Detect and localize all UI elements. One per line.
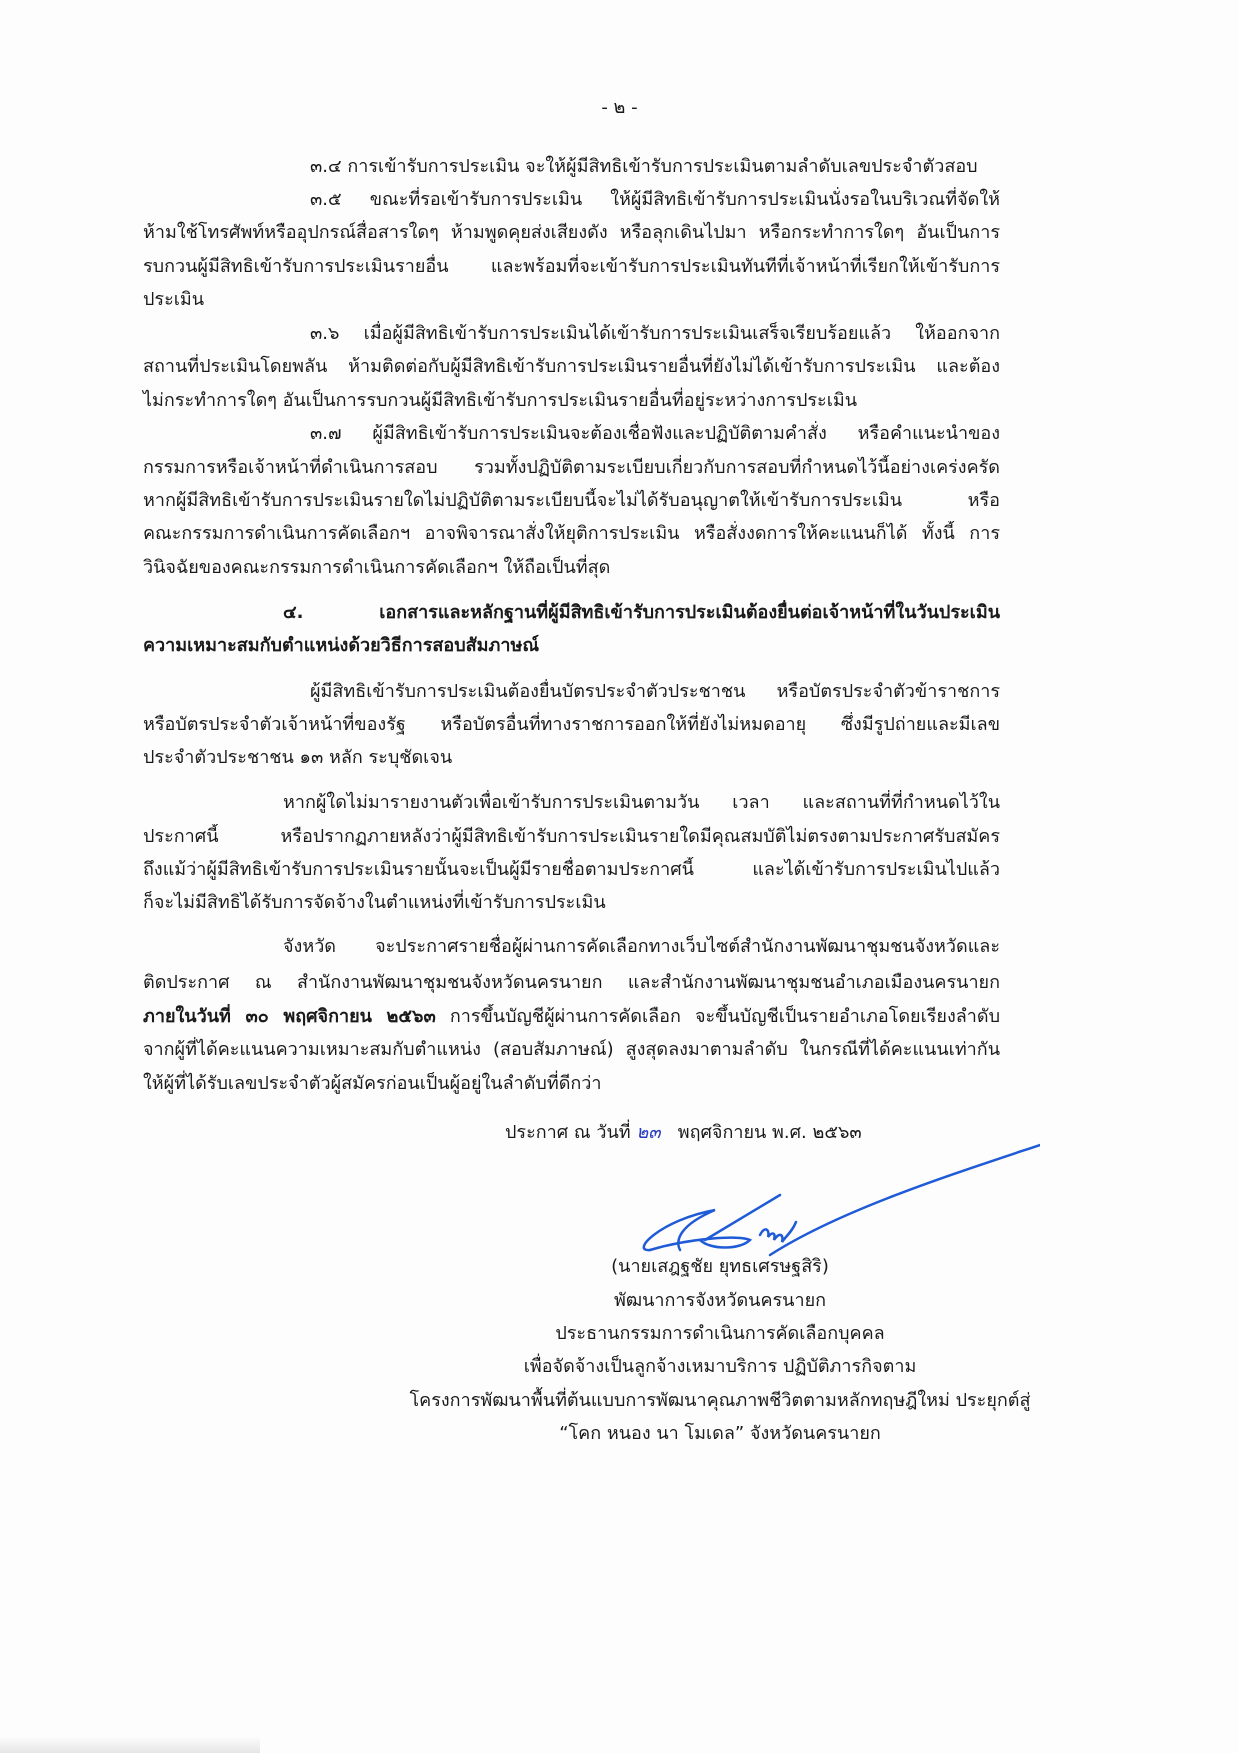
- item-3-7-line: หากผู้มีสิทธิเข้ารับการประเมินรายใดไม่ปฏิบัติตามระเบียบนี้จะไม่ได้รับอนุญาตให้เข้ารับการประเมิน หรือ: [143, 490, 1000, 511]
- item-3-5-line: ห้ามใช้โทรศัพท์หรืออุปกรณ์สื่อสารใดๆ ห้ามพูดคุยส่งเสียงดัง หรือลุกเดินไปมา หรือกระทำการใดๆ อันเป็นการ: [143, 222, 1000, 243]
- date-month-year: พฤศจิกายน พ.ศ. ๒๕๖๓: [677, 1122, 862, 1143]
- item-3-4-line: ๓.๔ การเข้ารับการประเมิน จะให้ผู้มีสิทธิเข้ารับการประเมินตามลำดับเลขประจำตัวสอบ: [310, 156, 978, 177]
- item-3-5-line: รบกวนผู้มีสิทธิเข้ารับการประเมินรายอื่น และพร้อมที่จะเข้ารับการประเมินทันทีที่เจ้าหน้าที่เรียกให้เข้ารับการ: [143, 256, 1000, 277]
- deadline-bold-text: ภายในวันที่ ๓๐ พฤศจิกายน ๒๕๖๓: [143, 1006, 436, 1027]
- absence-paragraph-line: หากผู้ใดไม่มารายงานตัวเพื่อเข้ารับการประเมินตามวัน เวลา และสถานที่ที่กำหนดไว้ใน: [283, 792, 1000, 813]
- signatory-title-line: “โคก หนอง นา โมเดล” จังหวัดนครนายก: [559, 1423, 881, 1444]
- documents-paragraph-line: ผู้มีสิทธิเข้ารับการประเมินต้องยื่นบัตรประจำตัวประชาชน หรือบัตรประจำตัวข้าราชการ: [310, 681, 1000, 702]
- announcement-paragraph-line: ให้ผู้ที่ได้รับเลขประจำตัวผู้สมัครก่อนเป็นผู้อยู่ในลำดับที่ดีกว่า: [143, 1073, 602, 1094]
- documents-paragraph-line: ประจำตัวประชาชน ๑๓ หลัก ระบุชัดเจน: [143, 747, 453, 768]
- absence-paragraph-line: ประกาศนี้ หรือปรากฏภายหลังว่าผู้มีสิทธิเข้ารับการประเมินรายใดมีคุณสมบัติไม่ตรงตามประกาศรับสมัคร: [143, 826, 1000, 847]
- absence-paragraph-line: ถึงแม้ว่าผู้มีสิทธิเข้ารับการประเมินรายนั้นจะเป็นผู้มีรายชื่อตามประกาศนี้ และได้เข้ารับการประเมินไปแล้ว: [143, 859, 1000, 880]
- item-3-5-line: ประเมิน: [143, 289, 205, 310]
- absence-paragraph-line: ก็จะไม่มีสิทธิได้รับการจัดจ้างในตำแหน่งที่เข้ารับการประเมิน: [143, 892, 606, 913]
- item-3-7-line: คณะกรรมการดำเนินการคัดเลือกฯ อาจพิจารณาสั่งให้ยุติการประเมิน หรือสั่งงดการให้คะแนนก็ได้ ทั้งนี้ การ: [143, 523, 1000, 544]
- scan-edge-shadow: [0, 1735, 260, 1753]
- announcement-paragraph-line: ภายในวันที่ ๓๐ พฤศจิกายน ๒๕๖๓ การขึ้นบัญชีผู้ผ่านการคัดเลือก จะขึ้นบัญชีเป็นรายอำเภอโดยเรียงลำดับ: [143, 1006, 1000, 1027]
- item-3-7-line: กรรมการหรือเจ้าหน้าที่ดำเนินการสอบ รวมทั้งปฏิบัติตามระเบียบเกี่ยวกับการสอบที่กำหนดไว้นี้อย่างเคร่งครัด: [143, 457, 1000, 478]
- signatory-title-line: พัฒนาการจังหวัดนครนายก: [613, 1290, 827, 1311]
- item-3-7-line: ๓.๗ ผู้มีสิทธิเข้ารับการประเมินจะต้องเชื่อฟังและปฏิบัติตามคำสั่ง หรือคำแนะนำของ: [310, 423, 1000, 444]
- date-day-handwritten: ๒๓: [636, 1122, 661, 1143]
- item-3-6-line: ๓.๖ เมื่อผู้มีสิทธิเข้ารับการประเมินได้เข้ารับการประเมินเสร็จเรียบร้อยแล้ว ให้ออกจาก: [310, 323, 1000, 344]
- signatory-title-line: ประธานกรรมการดำเนินการคัดเลือกบุคคล: [555, 1323, 885, 1344]
- signature-image: [620, 1140, 1040, 1260]
- item-3-5-line: ๓.๕ ขณะที่รอเข้ารับการประเมิน ให้ผู้มีสิทธิเข้ารับการประเมินนั่งรอในบริเวณที่จัดให้: [310, 189, 1000, 210]
- item-3-6-line: สถานที่ประเมินโดยพลัน ห้ามติดต่อกับผู้มีสิทธิเข้ารับการประเมินรายอื่นที่ยังไม่ได้เข้ารับการประเมิน และต้อง: [143, 356, 1000, 377]
- section-4-heading-line: ๔. เอกสารและหลักฐานที่ผู้มีสิทธิเข้ารับการประเมินต้องยื่นต่อเจ้าหน้าที่ในวันประเมิน: [283, 602, 1000, 623]
- signatory-title-line: เพื่อจัดจ้างเป็นลูกจ้างเหมาบริการ ปฏิบัติภารกิจตาม: [523, 1356, 917, 1377]
- announcement-paragraph-line: ติดประกาศ ณ สำนักงานพัฒนาชุมชนจังหวัดนครนายก และสำนักงานพัฒนาชุมชนอำเภอเมืองนครนายก: [143, 972, 1000, 993]
- item-3-6-line: ไม่กระทำการใดๆ อันเป็นการรบกวนผู้มีสิทธิเข้ารับการประเมินรายอื่นที่อยู่ระหว่างการประเมิน: [143, 390, 858, 411]
- documents-paragraph-line: หรือบัตรประจำตัวเจ้าหน้าที่ของรัฐ หรือบัตรอื่นที่ทางราชการออกให้ที่ยังไม่หมดอายุ ซึ่งมีรูปถ่ายและมีเลข: [143, 714, 1000, 735]
- announcement-paragraph-line: จังหวัด จะประกาศรายชื่อผู้ผ่านการคัดเลือกทางเว็บไซต์สำนักงานพัฒนาชุมชนจังหวัดและ: [283, 936, 1000, 957]
- item-3-7-line: วินิจฉัยของคณะกรรมการดำเนินการคัดเลือกฯ ให้ถือเป็นที่สุด: [143, 557, 611, 578]
- section-4-heading-line: ความเหมาะสมกับตำแหน่งด้วยวิธีการสอบสัมภาษณ์: [143, 635, 540, 656]
- date-prefix: ประกาศ ณ วันที่: [505, 1122, 631, 1143]
- signatory-title-line: โครงการพัฒนาพื้นที่ต้นแบบการพัฒนาคุณภาพชีวิตตามหลักทฤษฎีใหม่ ประยุกต์สู่: [409, 1390, 1031, 1411]
- announcement-paragraph-line: จากผู้ที่ได้คะแนนความเหมาะสมกับตำแหน่ง (สอบสัมภาษณ์) สูงสุดลงมาตามลำดับ ในกรณีที่ได้คะแนนเท่ากัน: [143, 1039, 1000, 1060]
- page-number: - ๒ -: [601, 97, 638, 118]
- signatory-name: (นายเสฎฐชัย ยุทธเศรษฐสิริ): [611, 1256, 829, 1277]
